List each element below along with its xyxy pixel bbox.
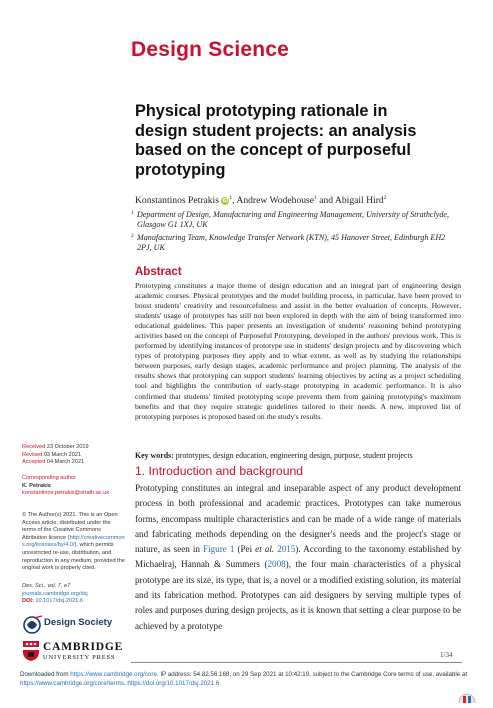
received-date: 23 October 2019 xyxy=(45,444,89,450)
license-statement xyxy=(22,512,126,573)
cambridge-logo xyxy=(22,640,132,662)
affiliation-number: 1 xyxy=(131,210,134,216)
keywords-text: prototypes, design education, engineering design, purpose, student projects xyxy=(173,451,413,460)
body-text-segment: ). According to the taxonomy established by Michaelraj, Hannah & Summers ( xyxy=(135,544,461,570)
corresponding-email[interactable]: konstantinos.petrakis@strath.ac.uk xyxy=(22,490,110,497)
citation-link[interactable]: 2008 xyxy=(267,559,286,570)
revised-label: Revised xyxy=(22,451,43,458)
design-society-logo xyxy=(22,614,122,636)
author-affil-sup: 1 xyxy=(314,195,317,201)
affiliation-text: Department of Design, Manufacturing and Engineering Management, University of Strathclyde, Glasgow G1 1XJ, UK xyxy=(137,210,450,230)
history-dates xyxy=(22,444,126,467)
figure-link[interactable]: Figure 1 xyxy=(203,544,235,555)
footer-link[interactable]: https://www.cambridge.org/core xyxy=(70,671,157,678)
citation-info xyxy=(22,583,126,606)
citation-text: Des. Sci., vol. 7, e7 xyxy=(22,583,71,589)
doi-label: DOI: xyxy=(22,598,34,605)
body-text-segment: Prototyping constitutes an integral and inseparable aspect of any product development process in both professional and academic practices. Prototypes can take numerous forms, encompass multiple characteristics and can be made of a wide range of materials and fabricating methods depending on the designer's needs and the project's stage or nature, as seen in xyxy=(135,483,461,555)
accepted-date: 04 March 2021 xyxy=(45,459,85,466)
footer-text: . IP address: 54.82.56.168, on 29 Sep 2021 at 10:42:19, subject to the Cambridge Core terms of use, available at xyxy=(156,671,468,678)
design-society-name: Design Society xyxy=(44,617,113,628)
doi-link[interactable]: 10.1017/dsj.2021.6 xyxy=(33,598,83,605)
cambridge-press-wordmark: UNIVERSITY PRESS xyxy=(43,654,116,661)
corresponding-label: Corresponding author xyxy=(22,475,77,481)
body-text-segment: (Pei xyxy=(234,544,256,555)
page-number: 1/34 xyxy=(440,651,453,659)
crossmark-icon[interactable] xyxy=(458,690,476,700)
license-text: © The Author(s) 2021. This is an Open Access article, distributed under the terms of the Creative Commons Attribution licence ( xyxy=(22,512,118,541)
orcid-icon[interactable]: iD xyxy=(222,198,229,205)
author-separator: , xyxy=(232,195,237,207)
footer-divider xyxy=(131,662,462,663)
cambridge-shield-icon xyxy=(22,640,40,662)
affiliation xyxy=(131,233,461,254)
journal-title: Design Science xyxy=(131,38,290,61)
body-paragraph xyxy=(135,481,461,634)
license-link[interactable]: http://creativecommons.org/licenses/by/4.0/ xyxy=(22,534,125,549)
footer-link[interactable]: https://www.cambridge.org/core/terms xyxy=(20,679,124,687)
footer-text: . xyxy=(123,679,128,687)
article-title: Physical prototyping rationale in design student projects: an analysis based on the concept of purposeful prototyping xyxy=(135,102,417,179)
corresponding-author xyxy=(22,475,126,498)
abstract-heading: Abstract xyxy=(135,266,182,278)
author-name: Konstantinos Petrakis xyxy=(135,195,219,207)
affiliation-number: 2 xyxy=(131,233,134,239)
footer-link[interactable]: https://doi.org/10.1017/dsj.2021.6 xyxy=(127,679,220,687)
abstract-text: Prototyping constitutes a major theme of design education and an integral part of engineering design academic courses. Physical prototypes and the model building process, in particular, have been proved to boost students' creativity and resourcefulness and assist in the better evaluation of concepts. However, students' usage of prototypes has still not been explored in depth with the aim of being transformed into educational guidelines. This paper presents an investigation of students' reasoning behind prototyping activities based on the concept of Purposeful Prototyping, developed in the authors' previous work. This is performed by identifying instances of prototype use in students' design projects and by discovering which types of prototyping purposes they apply and to what extent, as well as by studying the relationships between purposes, early design stages, academic performance and project planning. The analysis of the results shows that prototyping can support students' learning objectives by acting as a project scheduling tool and highlights the contribution of early-stage prototyping in academic performance. It is also confirmed that students' limited prototyping scope prevents them from gaining prototyping's maximum benefits and that they require strategic guidelines tailored to their needs. A new, improved list of prototyping purposes is proposed based on the study's results. xyxy=(135,281,461,421)
author-affil-sup: 1 xyxy=(229,195,233,201)
section-heading: 1. Introduction and background xyxy=(135,464,304,478)
keywords-label: Key words: xyxy=(135,451,174,460)
author-name: Abigail Hird xyxy=(334,195,384,207)
corresponding-name: K. Petrakis xyxy=(22,482,51,489)
author-list xyxy=(135,195,386,206)
received-label: Received xyxy=(22,444,46,450)
body-text-italic: et al. xyxy=(255,544,275,555)
author-name: Andrew Wodehouse xyxy=(236,195,315,207)
revised-date: 03 March 2021 xyxy=(42,451,82,458)
cambridge-wordmark: CAMBRIDGE xyxy=(43,641,124,653)
accepted-label: Accepted xyxy=(22,459,46,466)
author-separator: and xyxy=(316,195,335,207)
affiliation xyxy=(131,210,461,231)
author-affil-sup: 2 xyxy=(383,195,387,201)
license-text: ), which permits unrestricted re-use, distribution, and reproduction in any medium, provided the original work is properly cited. xyxy=(22,542,125,572)
footer-text: Downloaded from xyxy=(20,671,71,678)
journal-url-link[interactable]: journals.cambridge.org/dsj xyxy=(22,590,88,597)
affiliation-text: Manufacturing Team, Knowledge Transfer Network (KTN), 45 Hanover Street, Edinburgh EH2 2PJ, UK xyxy=(137,233,446,253)
download-footer xyxy=(20,671,485,688)
body-text-segment: ), the four main characteristics of a physical prototype are its size, its type, that is, a novel or a modified existing solution, its material and its fabrication method. Prototypes can aid designers by serving multiple types of roles and purposes during design projects, as it is known that setting a clear purpose to be achieved by a prototype xyxy=(135,559,461,631)
citation-link[interactable]: 2015 xyxy=(277,544,296,555)
keywords xyxy=(135,451,461,460)
